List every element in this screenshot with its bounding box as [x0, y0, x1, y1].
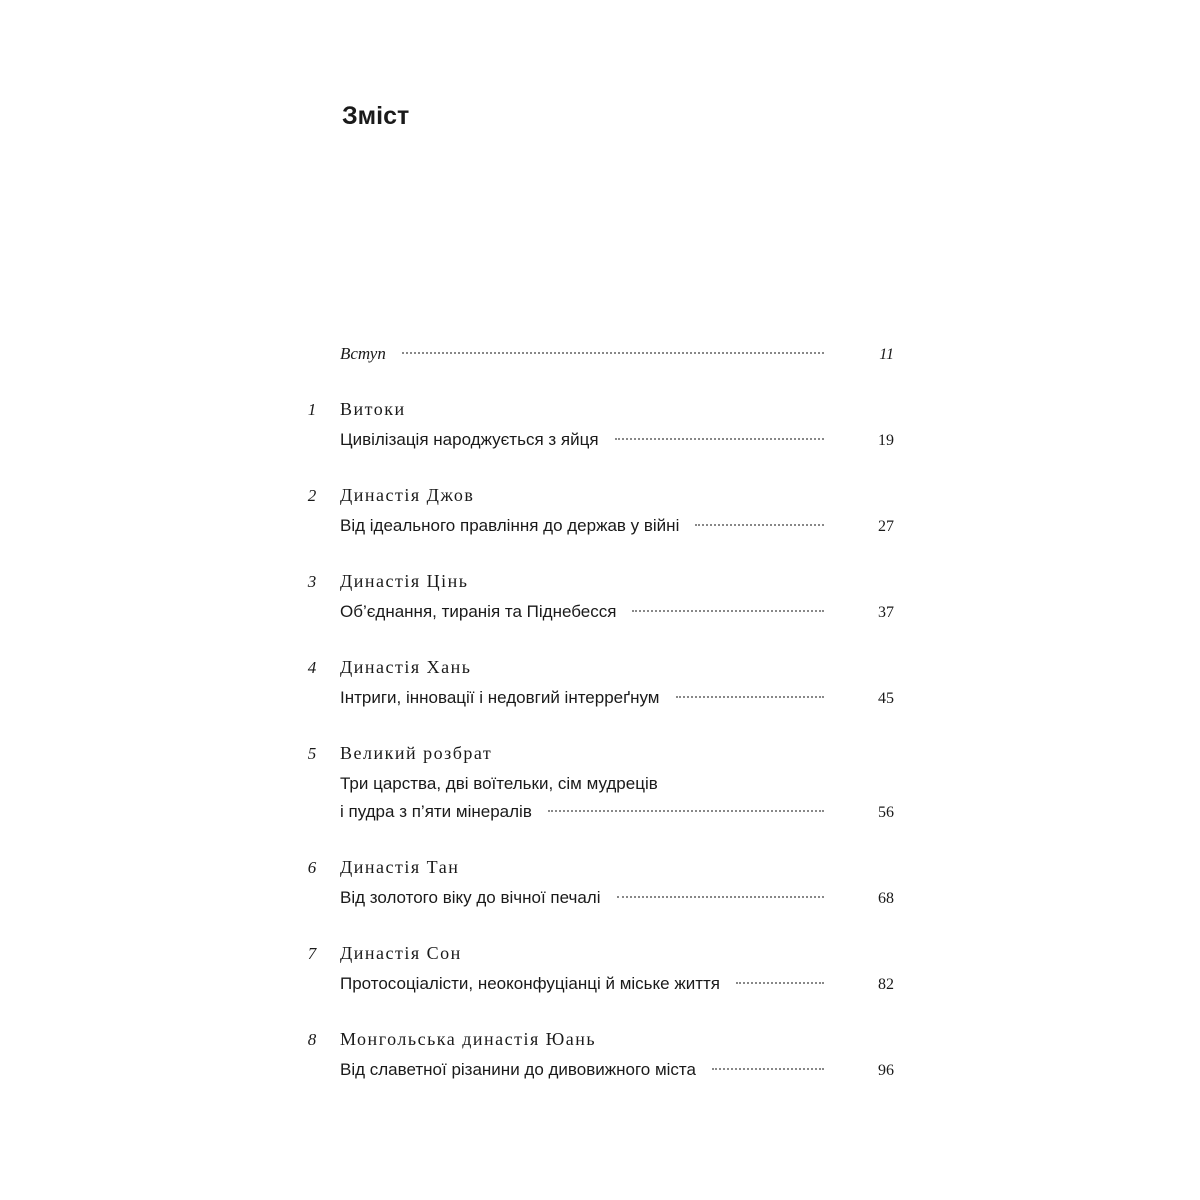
- toc-chapter-5-subtitle[interactable]: [300, 768, 900, 798]
- toc-subtitle-line: [340, 430, 900, 450]
- toc-entry-intro-line: [340, 344, 900, 364]
- toc-chapter-8-heading[interactable]: [300, 1024, 900, 1054]
- chapter-title: Династія Джов: [340, 485, 475, 505]
- toc-subtitle-line: [340, 1060, 900, 1080]
- chapter-subtitle: Від золотого віку до вічної печалі: [340, 888, 601, 907]
- toc-subtitle-line: [340, 602, 900, 622]
- chapter-subtitle: Від славетної різанини до дивовижного міста: [340, 1060, 696, 1079]
- toc-page-number: 56: [878, 804, 894, 821]
- chapter-title: Династія Хань: [340, 657, 472, 677]
- chapter-number: 8: [307, 1030, 317, 1049]
- toc-page-number: 45: [878, 690, 894, 707]
- chapter-number: 6: [307, 858, 317, 877]
- toc-subtitle-line: [340, 516, 900, 536]
- chapter-number: 7: [307, 944, 317, 963]
- toc-page-number: 27: [878, 518, 894, 535]
- chapter-subtitle-continued: і пудра з п’яти мінералів: [340, 802, 532, 821]
- toc-chapter-1-subtitle[interactable]: [300, 424, 900, 454]
- chapter-subtitle: Три царства, дві воїтельки, сім мудреців: [340, 774, 658, 793]
- chapter-subtitle: Об’єднання, тиранія та Піднебесся: [340, 602, 617, 621]
- toc-chapter-5-subtitle-cont[interactable]: [300, 796, 900, 826]
- toc-entry-title: Вступ: [340, 344, 386, 363]
- toc-chapter-3-subtitle[interactable]: [300, 596, 900, 626]
- toc-subtitle-line: [340, 688, 900, 708]
- toc-chapter-7-heading[interactable]: [300, 938, 900, 968]
- toc-subtitle-line: [340, 888, 900, 908]
- chapter-title: Династія Сон: [340, 943, 462, 963]
- dot-leader: [402, 352, 824, 354]
- toc-subtitle-line: [340, 802, 900, 822]
- chapter-title: Династія Цінь: [340, 571, 469, 591]
- chapter-subtitle: Протосоціалісти, неоконфуціанці й міське життя: [340, 974, 720, 993]
- dot-leader: [695, 524, 824, 526]
- dot-leader: [676, 696, 825, 698]
- toc-entry-intro[interactable]: [300, 338, 900, 368]
- chapter-number: 5: [307, 744, 317, 763]
- toc-chapter-5-heading[interactable]: [300, 738, 900, 768]
- chapter-number: 4: [307, 658, 317, 677]
- chapter-number: 1: [307, 400, 317, 419]
- chapter-subtitle: Від ідеального правління до держав у війні: [340, 516, 680, 535]
- toc-page-number: 19: [878, 432, 894, 449]
- toc-chapter-7-subtitle[interactable]: [300, 968, 900, 998]
- chapter-title: Династія Тан: [340, 857, 460, 877]
- dot-leader: [712, 1068, 824, 1070]
- toc-chapter-2-heading[interactable]: [300, 480, 900, 510]
- toc-chapter-6-heading[interactable]: [300, 852, 900, 882]
- chapter-title: Витоки: [340, 399, 406, 419]
- toc-page-number: 82: [878, 976, 894, 993]
- toc-subtitle-line: [340, 974, 900, 994]
- dot-leader: [548, 810, 824, 812]
- toc-chapter-4-heading[interactable]: [300, 652, 900, 682]
- page-title: Зміст: [342, 102, 410, 130]
- chapter-title: Великий розбрат: [340, 743, 493, 763]
- toc-page-number: 96: [878, 1062, 894, 1079]
- toc-page-number: 11: [879, 346, 894, 363]
- toc-chapter-3-heading[interactable]: [300, 566, 900, 596]
- chapter-subtitle: Інтриги, інновації і недовгий інтерреґнум: [340, 688, 660, 707]
- dot-leader: [615, 438, 824, 440]
- chapter-number: 2: [307, 486, 317, 505]
- chapter-number: 3: [307, 572, 317, 591]
- toc-page-number: 68: [878, 890, 894, 907]
- chapter-title: Монгольська династія Юань: [340, 1029, 597, 1049]
- toc-chapter-4-subtitle[interactable]: [300, 682, 900, 712]
- toc-chapter-1-heading[interactable]: [300, 394, 900, 424]
- toc-chapter-6-subtitle[interactable]: [300, 882, 900, 912]
- chapter-subtitle: Цивілізація народжується з яйця: [340, 430, 599, 449]
- dot-leader: [632, 610, 824, 612]
- toc-chapter-2-subtitle[interactable]: [300, 510, 900, 540]
- dot-leader: [736, 982, 824, 984]
- toc-subtitle-line: [340, 774, 900, 794]
- toc-chapter-8-subtitle[interactable]: [300, 1054, 900, 1084]
- dot-leader: [617, 896, 824, 898]
- toc-page-number: 37: [878, 604, 894, 621]
